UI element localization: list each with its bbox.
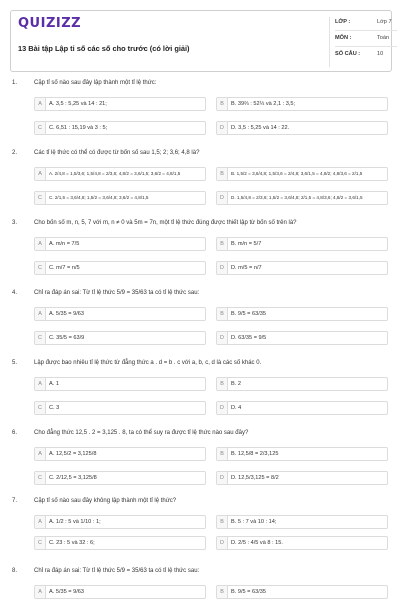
option-letter: D xyxy=(217,472,228,484)
answer-option-d[interactable] xyxy=(216,536,388,550)
option-letter: A xyxy=(35,98,46,110)
meta-subject-value: Toán xyxy=(377,35,390,41)
option-text: D. m/5 = n/7 xyxy=(231,265,262,271)
option-letter: B xyxy=(217,586,228,598)
option-letter: A xyxy=(35,586,46,598)
meta-divider xyxy=(335,46,397,47)
question-number: 6. xyxy=(12,430,18,436)
option-letter: D xyxy=(217,122,228,134)
question-text: Chỉ ra đáp án sai: Từ tỉ lệ thức 5/9 = 35/63 ta có tỉ lệ thức sau: xyxy=(34,568,200,574)
option-text: A. 12,5/2 = 3,125/8 xyxy=(49,451,97,457)
answer-option-d[interactable] xyxy=(216,191,388,205)
option-text: B. 9/5 = 63/35 xyxy=(231,311,266,317)
answer-option-c[interactable] xyxy=(34,261,206,275)
option-letter: A xyxy=(35,308,46,320)
option-letter: C xyxy=(35,332,46,344)
option-letter: A xyxy=(35,168,46,180)
option-letter: C xyxy=(35,192,46,204)
question-text: Cho đẳng thức 12,5 . 2 = 3,125 . 8, ta có thể suy ra được tỉ lệ thức nào sau đây? xyxy=(34,430,249,436)
quizizz-logo: QUIZIZZ xyxy=(18,16,82,31)
option-text: B. 12,5/8 = 2/3,125 xyxy=(231,451,279,457)
answer-option-c[interactable] xyxy=(34,471,206,485)
option-letter: D xyxy=(217,402,228,414)
question-text: Cho bốn số m, n, 5, 7 với m, n ≠ 0 và 5m = 7n, một tỉ lệ thức đúng được thiết lập từ bốn số trên là? xyxy=(34,220,297,226)
option-text: B. m/n = 5/7 xyxy=(231,241,262,247)
question-text: Cặp tỉ số nào sau đây không lập thành một tỉ lệ thức? xyxy=(34,498,177,504)
worksheet-header xyxy=(10,10,392,72)
option-letter: D xyxy=(217,192,228,204)
option-text: B. 2 xyxy=(231,381,241,387)
answer-option-b[interactable] xyxy=(216,377,388,391)
option-text: A. 1/2 : 5 và 1/10 : 1; xyxy=(49,519,101,525)
question-number: 3. xyxy=(12,220,18,226)
option-letter: B xyxy=(217,168,228,180)
option-letter: D xyxy=(217,537,228,549)
option-letter: B xyxy=(217,98,228,110)
option-letter: B xyxy=(217,378,228,390)
meta-class-value: Lớp 7 xyxy=(377,19,392,25)
option-letter: C xyxy=(35,472,46,484)
option-text: C. 3 xyxy=(49,405,60,411)
answer-option-b[interactable] xyxy=(216,307,388,321)
option-letter: C xyxy=(35,262,46,274)
question-number: 8. xyxy=(12,568,18,574)
option-text: A. m/n = 7/5 xyxy=(49,241,80,247)
header-divider xyxy=(329,17,330,67)
meta-subject xyxy=(335,32,397,45)
question-number: 2. xyxy=(12,150,18,156)
answer-option-b[interactable] xyxy=(216,97,388,111)
question-text: Cặp tỉ số nào sau đây lập thành một tỉ lệ thức: xyxy=(34,80,157,86)
answer-option-b[interactable] xyxy=(216,585,388,599)
option-text: B. 1,5/2 = 3,6/4,8; 1,5/3,6 = 2/4,8; 3,6/1,5 = 4,8/2; 4,8/3,6 = 2/1,5 xyxy=(231,171,363,176)
option-letter: C xyxy=(35,122,46,134)
option-letter: B xyxy=(217,308,228,320)
option-text: A. 5/35 = 9/63 xyxy=(49,589,84,595)
option-text: D. 12,5/3,125 = 8/2 xyxy=(231,475,279,481)
meta-count xyxy=(335,48,397,61)
option-text: B. 9/5 = 63/35 xyxy=(231,589,266,595)
answer-option-d[interactable] xyxy=(216,331,388,345)
question-number: 5. xyxy=(12,360,18,366)
answer-option-d[interactable] xyxy=(216,401,388,415)
meta-class-label: LỚP : xyxy=(335,19,351,25)
option-letter: C xyxy=(35,402,46,414)
answer-option-a[interactable] xyxy=(34,307,206,321)
answer-option-c[interactable] xyxy=(34,121,206,135)
answer-option-d[interactable] xyxy=(216,121,388,135)
answer-option-a[interactable] xyxy=(34,167,206,181)
option-text: D. 1,5/4,8 = 2/3,6; 1,5/2 = 3,6/4,8; 2/1,5 = 4,8/3,6; 4,8/2 = 3,6/1,5 xyxy=(231,195,363,200)
option-letter: D xyxy=(217,332,228,344)
answer-option-d[interactable] xyxy=(216,471,388,485)
option-letter: A xyxy=(35,238,46,250)
answer-option-b[interactable] xyxy=(216,515,388,529)
option-letter: B xyxy=(217,516,228,528)
question-number: 4. xyxy=(12,290,18,296)
option-text: C. m/7 = n/5 xyxy=(49,265,80,271)
answer-option-c[interactable] xyxy=(34,331,206,345)
answer-option-c[interactable] xyxy=(34,401,206,415)
option-text: D. 3,5 : 5,25 và 14 : 22. xyxy=(231,125,290,131)
meta-count-value: 10 xyxy=(377,51,384,57)
option-text: B. 5 : 7 và 10 : 14; xyxy=(231,519,277,525)
option-letter: B xyxy=(217,448,228,460)
option-text: A. 3,5 : 5,25 và 14 : 21; xyxy=(49,101,107,107)
option-text: A. 1 xyxy=(49,381,59,387)
meta-class xyxy=(335,16,397,29)
option-text: C. 23 : 5 và 32 : 6; xyxy=(49,540,95,546)
answer-option-b[interactable] xyxy=(216,167,388,181)
answer-option-b[interactable] xyxy=(216,237,388,251)
meta-count-label: SỐ CÂU : xyxy=(335,51,361,57)
option-letter: B xyxy=(217,238,228,250)
answer-option-c[interactable] xyxy=(34,536,206,550)
answer-option-a[interactable] xyxy=(34,377,206,391)
answer-option-c[interactable] xyxy=(34,191,206,205)
option-text: A. 2/4,8 = 1,5/3,6; 1,5/4,8 = 2/3,6; 4,8/2 = 3,6/1,5; 3,6/2 = 4,8/1,5 xyxy=(49,171,181,176)
answer-option-d[interactable] xyxy=(216,261,388,275)
answer-option-a[interactable] xyxy=(34,97,206,111)
option-letter: D xyxy=(217,262,228,274)
answer-option-b[interactable] xyxy=(216,447,388,461)
answer-option-a[interactable] xyxy=(34,515,206,529)
option-letter: A xyxy=(35,378,46,390)
meta-divider xyxy=(335,30,397,31)
question-text: Lập được bao nhiêu tỉ lệ thức từ đẳng thức a . d = b . c với a, b, c, d là các số khác 0. xyxy=(34,360,262,366)
answer-option-a[interactable] xyxy=(34,447,206,461)
answer-option-a[interactable] xyxy=(34,585,206,599)
answer-option-a[interactable] xyxy=(34,237,206,251)
option-text: D. 63/35 = 9/5 xyxy=(231,335,267,341)
question-number: 1. xyxy=(12,80,18,86)
option-text: D. 4 xyxy=(231,405,242,411)
option-text: D. 2/5 : 4/5 và 8 : 15. xyxy=(231,540,283,546)
option-text: B. 39⅔ : 52⅓ và 2,1 : 3,5; xyxy=(231,101,296,107)
option-text: C. 35/5 = 63/9 xyxy=(49,335,85,341)
question-text: Các tỉ lệ thức có thể có được từ bốn số sau 1,5; 2; 3,6; 4,8 là? xyxy=(34,150,200,156)
option-text: C. 2/12,5 = 3,125/8 xyxy=(49,475,97,481)
question-text: Chỉ ra đáp án sai: Từ tỉ lệ thức 5/9 = 35/63 ta có tỉ lệ thức sau: xyxy=(34,290,200,296)
worksheet-title: 13 Bài tập Lập tỉ số các số cho trước (có lời giải) xyxy=(18,44,190,53)
question-number: 7. xyxy=(12,498,18,504)
option-text: C. 6,51 : 15,19 và 3 : 5; xyxy=(49,125,108,131)
option-letter: A xyxy=(35,516,46,528)
meta-subject-label: MÔN : xyxy=(335,35,352,41)
option-text: A. 5/35 = 9/63 xyxy=(49,311,84,317)
option-text: C. 2/1,5 = 3,6/4,8; 1,5/2 = 3,6/4,8; 3,6/2 = 4,8/1,5 xyxy=(49,195,149,200)
option-letter: C xyxy=(35,537,46,549)
option-letter: A xyxy=(35,448,46,460)
